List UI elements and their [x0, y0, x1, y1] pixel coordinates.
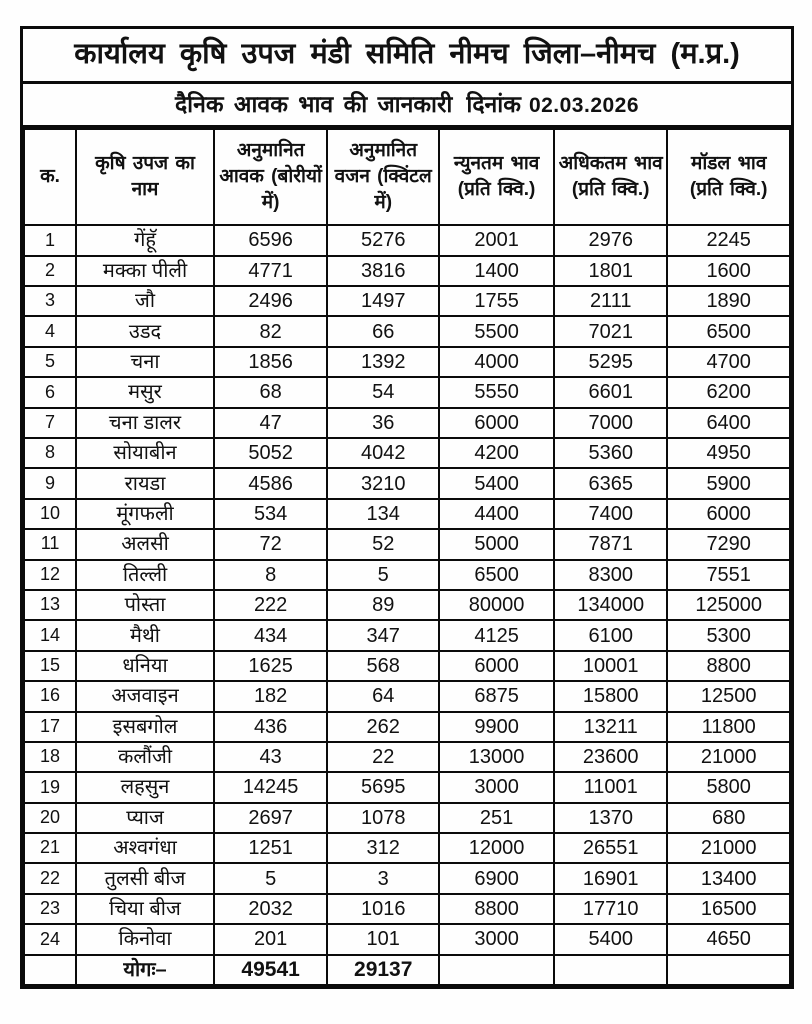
cell-min: 2001	[439, 225, 554, 255]
cell-max: 2111	[554, 286, 667, 316]
cell-sno: 19	[24, 772, 76, 802]
cell-min: 5000	[439, 529, 554, 559]
table-row	[24, 833, 790, 863]
cell-modal: 12500	[667, 681, 790, 711]
cell-sno: 2	[24, 256, 76, 286]
table-row	[24, 560, 790, 590]
cell-sno: 13	[24, 590, 76, 620]
date-value: 02.03.2026	[528, 94, 640, 118]
cell-name: सोयाबीन	[76, 438, 214, 468]
cell-modal: 1600	[667, 256, 790, 286]
table-row	[24, 681, 790, 711]
table-row	[24, 438, 790, 468]
document-outer-border	[20, 26, 794, 989]
cell-name: इसबगोल	[76, 712, 214, 742]
cell-arrival: 82	[214, 316, 327, 346]
rates-table	[23, 128, 791, 986]
cell-modal: 6000	[667, 499, 790, 529]
table-row	[24, 408, 790, 438]
cell-min: 6900	[439, 863, 554, 893]
cell-name: तुलसी बीज	[76, 863, 214, 893]
col-header-sno: क.	[24, 129, 76, 225]
col-header-max: अधिकतम भाव (प्रति क्वि.)	[554, 129, 667, 225]
cell-modal: 5800	[667, 772, 790, 802]
cell-sno: 5	[24, 347, 76, 377]
cell-sno: 11	[24, 529, 76, 559]
cell-modal: 4650	[667, 924, 790, 954]
cell-name: मसुर	[76, 377, 214, 407]
cell-max: 23600	[554, 742, 667, 772]
total-min-empty	[439, 955, 554, 985]
col-header-min: न्युनतम भाव (प्रति क्वि.)	[439, 129, 554, 225]
cell-name: अश्वगंधा	[76, 833, 214, 863]
cell-weight: 3210	[327, 468, 439, 498]
cell-sno: 10	[24, 499, 76, 529]
cell-max: 10001	[554, 651, 667, 681]
cell-max: 7000	[554, 408, 667, 438]
cell-sno: 6	[24, 377, 76, 407]
cell-name: उडद	[76, 316, 214, 346]
cell-max: 17710	[554, 894, 667, 924]
table-row	[24, 225, 790, 255]
cell-min: 4000	[439, 347, 554, 377]
table-row	[24, 529, 790, 559]
cell-sno: 1	[24, 225, 76, 255]
cell-arrival: 6596	[214, 225, 327, 255]
cell-modal: 21000	[667, 742, 790, 772]
cell-name: तिल्ली	[76, 560, 214, 590]
table-row	[24, 742, 790, 772]
cell-modal: 21000	[667, 833, 790, 863]
cell-weight: 1016	[327, 894, 439, 924]
table-row	[24, 924, 790, 954]
cell-max: 8300	[554, 560, 667, 590]
cell-name: जौ	[76, 286, 214, 316]
cell-max: 7021	[554, 316, 667, 346]
cell-weight: 5	[327, 560, 439, 590]
cell-weight: 5276	[327, 225, 439, 255]
cell-arrival: 8	[214, 560, 327, 590]
cell-max: 2976	[554, 225, 667, 255]
cell-name: प्याज	[76, 803, 214, 833]
table-row	[24, 863, 790, 893]
cell-arrival: 1251	[214, 833, 327, 863]
cell-name: धनिया	[76, 651, 214, 681]
table-row	[24, 712, 790, 742]
cell-max: 11001	[554, 772, 667, 802]
cell-sno: 18	[24, 742, 76, 772]
cell-min: 3000	[439, 924, 554, 954]
col-header-name: कृषि उपज का नाम	[76, 129, 214, 225]
cell-min: 1400	[439, 256, 554, 286]
cell-arrival: 4586	[214, 468, 327, 498]
total-weight: 29137	[327, 955, 439, 985]
cell-weight: 1392	[327, 347, 439, 377]
subtitle-label: दैनिक आवक भाव की जानकारी	[174, 91, 453, 118]
cell-modal: 1890	[667, 286, 790, 316]
table-row	[24, 499, 790, 529]
cell-min: 4200	[439, 438, 554, 468]
cell-arrival: 1856	[214, 347, 327, 377]
cell-min: 3000	[439, 772, 554, 802]
table-row	[24, 590, 790, 620]
cell-sno: 8	[24, 438, 76, 468]
cell-name: कलौंजी	[76, 742, 214, 772]
table-row	[24, 620, 790, 650]
cell-min: 5400	[439, 468, 554, 498]
cell-modal: 8800	[667, 651, 790, 681]
cell-sno: 14	[24, 620, 76, 650]
cell-name: किनोवा	[76, 924, 214, 954]
cell-name: मैथी	[76, 620, 214, 650]
cell-name: लहसुन	[76, 772, 214, 802]
cell-name: मूंगफली	[76, 499, 214, 529]
cell-weight: 22	[327, 742, 439, 772]
table-row	[24, 803, 790, 833]
cell-min: 1755	[439, 286, 554, 316]
cell-max: 6100	[554, 620, 667, 650]
cell-modal: 13400	[667, 863, 790, 893]
cell-weight: 54	[327, 377, 439, 407]
cell-sno: 20	[24, 803, 76, 833]
cell-name: पोस्ता	[76, 590, 214, 620]
cell-weight: 101	[327, 924, 439, 954]
cell-weight: 64	[327, 681, 439, 711]
cell-arrival: 5052	[214, 438, 327, 468]
cell-weight: 347	[327, 620, 439, 650]
cell-modal: 11800	[667, 712, 790, 742]
cell-arrival: 2496	[214, 286, 327, 316]
table-row	[24, 286, 790, 316]
cell-max: 26551	[554, 833, 667, 863]
total-sno-empty	[24, 955, 76, 985]
cell-max: 13211	[554, 712, 667, 742]
cell-sno: 3	[24, 286, 76, 316]
cell-weight: 66	[327, 316, 439, 346]
cell-arrival: 2697	[214, 803, 327, 833]
cell-sno: 16	[24, 681, 76, 711]
cell-arrival: 72	[214, 529, 327, 559]
office-title: कार्यालय कृषि उपज मंडी समिति नीमच जिला–नीमच (म.प्र.)	[23, 29, 791, 84]
cell-arrival: 436	[214, 712, 327, 742]
cell-sno: 9	[24, 468, 76, 498]
col-header-weight: अनुमानित वजन (क्विंटल में)	[327, 129, 439, 225]
cell-max: 1370	[554, 803, 667, 833]
date-label: दिनांक	[466, 91, 521, 118]
cell-arrival: 222	[214, 590, 327, 620]
cell-modal: 7290	[667, 529, 790, 559]
cell-weight: 1497	[327, 286, 439, 316]
cell-sno: 7	[24, 408, 76, 438]
table-row	[24, 468, 790, 498]
total-max-empty	[554, 955, 667, 985]
cell-name: मक्का पीली	[76, 256, 214, 286]
cell-min: 12000	[439, 833, 554, 863]
total-row	[24, 955, 790, 985]
cell-weight: 3	[327, 863, 439, 893]
cell-arrival: 5	[214, 863, 327, 893]
table-row	[24, 772, 790, 802]
cell-name: रायडा	[76, 468, 214, 498]
col-header-modal: मॉडल भाव (प्रति क्वि.)	[667, 129, 790, 225]
cell-arrival: 534	[214, 499, 327, 529]
cell-arrival: 68	[214, 377, 327, 407]
cell-min: 80000	[439, 590, 554, 620]
table-row	[24, 316, 790, 346]
cell-max: 7871	[554, 529, 667, 559]
report-subtitle	[23, 84, 791, 128]
header-row	[24, 129, 790, 225]
cell-arrival: 43	[214, 742, 327, 772]
cell-min: 5550	[439, 377, 554, 407]
cell-sno: 22	[24, 863, 76, 893]
cell-name: गेंहूॅ	[76, 225, 214, 255]
cell-modal: 16500	[667, 894, 790, 924]
cell-max: 16901	[554, 863, 667, 893]
cell-min: 4125	[439, 620, 554, 650]
cell-min: 6500	[439, 560, 554, 590]
table-row	[24, 894, 790, 924]
cell-weight: 52	[327, 529, 439, 559]
cell-min: 6000	[439, 408, 554, 438]
cell-arrival: 201	[214, 924, 327, 954]
cell-name: अलसी	[76, 529, 214, 559]
total-modal-empty	[667, 955, 790, 985]
total-label: योगः–	[76, 955, 214, 985]
cell-arrival: 434	[214, 620, 327, 650]
cell-max: 134000	[554, 590, 667, 620]
cell-max: 1801	[554, 256, 667, 286]
cell-max: 7400	[554, 499, 667, 529]
cell-max: 5295	[554, 347, 667, 377]
cell-weight: 262	[327, 712, 439, 742]
cell-max: 6601	[554, 377, 667, 407]
cell-min: 13000	[439, 742, 554, 772]
cell-modal: 6400	[667, 408, 790, 438]
cell-max: 15800	[554, 681, 667, 711]
cell-sno: 4	[24, 316, 76, 346]
cell-weight: 134	[327, 499, 439, 529]
cell-max: 5360	[554, 438, 667, 468]
cell-arrival: 2032	[214, 894, 327, 924]
total-arrival: 49541	[214, 955, 327, 985]
cell-arrival: 1625	[214, 651, 327, 681]
cell-min: 251	[439, 803, 554, 833]
cell-arrival: 182	[214, 681, 327, 711]
col-header-arrival: अनुमानित आवक (बोरीयों में)	[214, 129, 327, 225]
cell-modal: 4700	[667, 347, 790, 377]
cell-modal: 4950	[667, 438, 790, 468]
cell-min: 4400	[439, 499, 554, 529]
cell-sno: 15	[24, 651, 76, 681]
cell-min: 6875	[439, 681, 554, 711]
cell-min: 5500	[439, 316, 554, 346]
cell-min: 6000	[439, 651, 554, 681]
cell-modal: 5300	[667, 620, 790, 650]
cell-weight: 89	[327, 590, 439, 620]
cell-name: चना	[76, 347, 214, 377]
cell-arrival: 14245	[214, 772, 327, 802]
cell-weight: 3816	[327, 256, 439, 286]
cell-sno: 21	[24, 833, 76, 863]
cell-min: 8800	[439, 894, 554, 924]
table-row	[24, 347, 790, 377]
cell-arrival: 47	[214, 408, 327, 438]
cell-max: 5400	[554, 924, 667, 954]
cell-weight: 1078	[327, 803, 439, 833]
cell-sno: 12	[24, 560, 76, 590]
cell-weight: 568	[327, 651, 439, 681]
cell-weight: 312	[327, 833, 439, 863]
cell-modal: 2245	[667, 225, 790, 255]
cell-modal: 680	[667, 803, 790, 833]
cell-modal: 7551	[667, 560, 790, 590]
cell-sno: 17	[24, 712, 76, 742]
cell-max: 6365	[554, 468, 667, 498]
table-row	[24, 651, 790, 681]
cell-name: चिया बीज	[76, 894, 214, 924]
cell-arrival: 4771	[214, 256, 327, 286]
cell-name: चना डालर	[76, 408, 214, 438]
cell-sno: 23	[24, 894, 76, 924]
table-row	[24, 256, 790, 286]
cell-weight: 5695	[327, 772, 439, 802]
cell-weight: 36	[327, 408, 439, 438]
table-body	[24, 225, 790, 954]
cell-modal: 6500	[667, 316, 790, 346]
cell-modal: 5900	[667, 468, 790, 498]
cell-weight: 4042	[327, 438, 439, 468]
cell-name: अजवाइन	[76, 681, 214, 711]
cell-min: 9900	[439, 712, 554, 742]
cell-sno: 24	[24, 924, 76, 954]
cell-modal: 6200	[667, 377, 790, 407]
cell-modal: 125000	[667, 590, 790, 620]
table-row	[24, 377, 790, 407]
